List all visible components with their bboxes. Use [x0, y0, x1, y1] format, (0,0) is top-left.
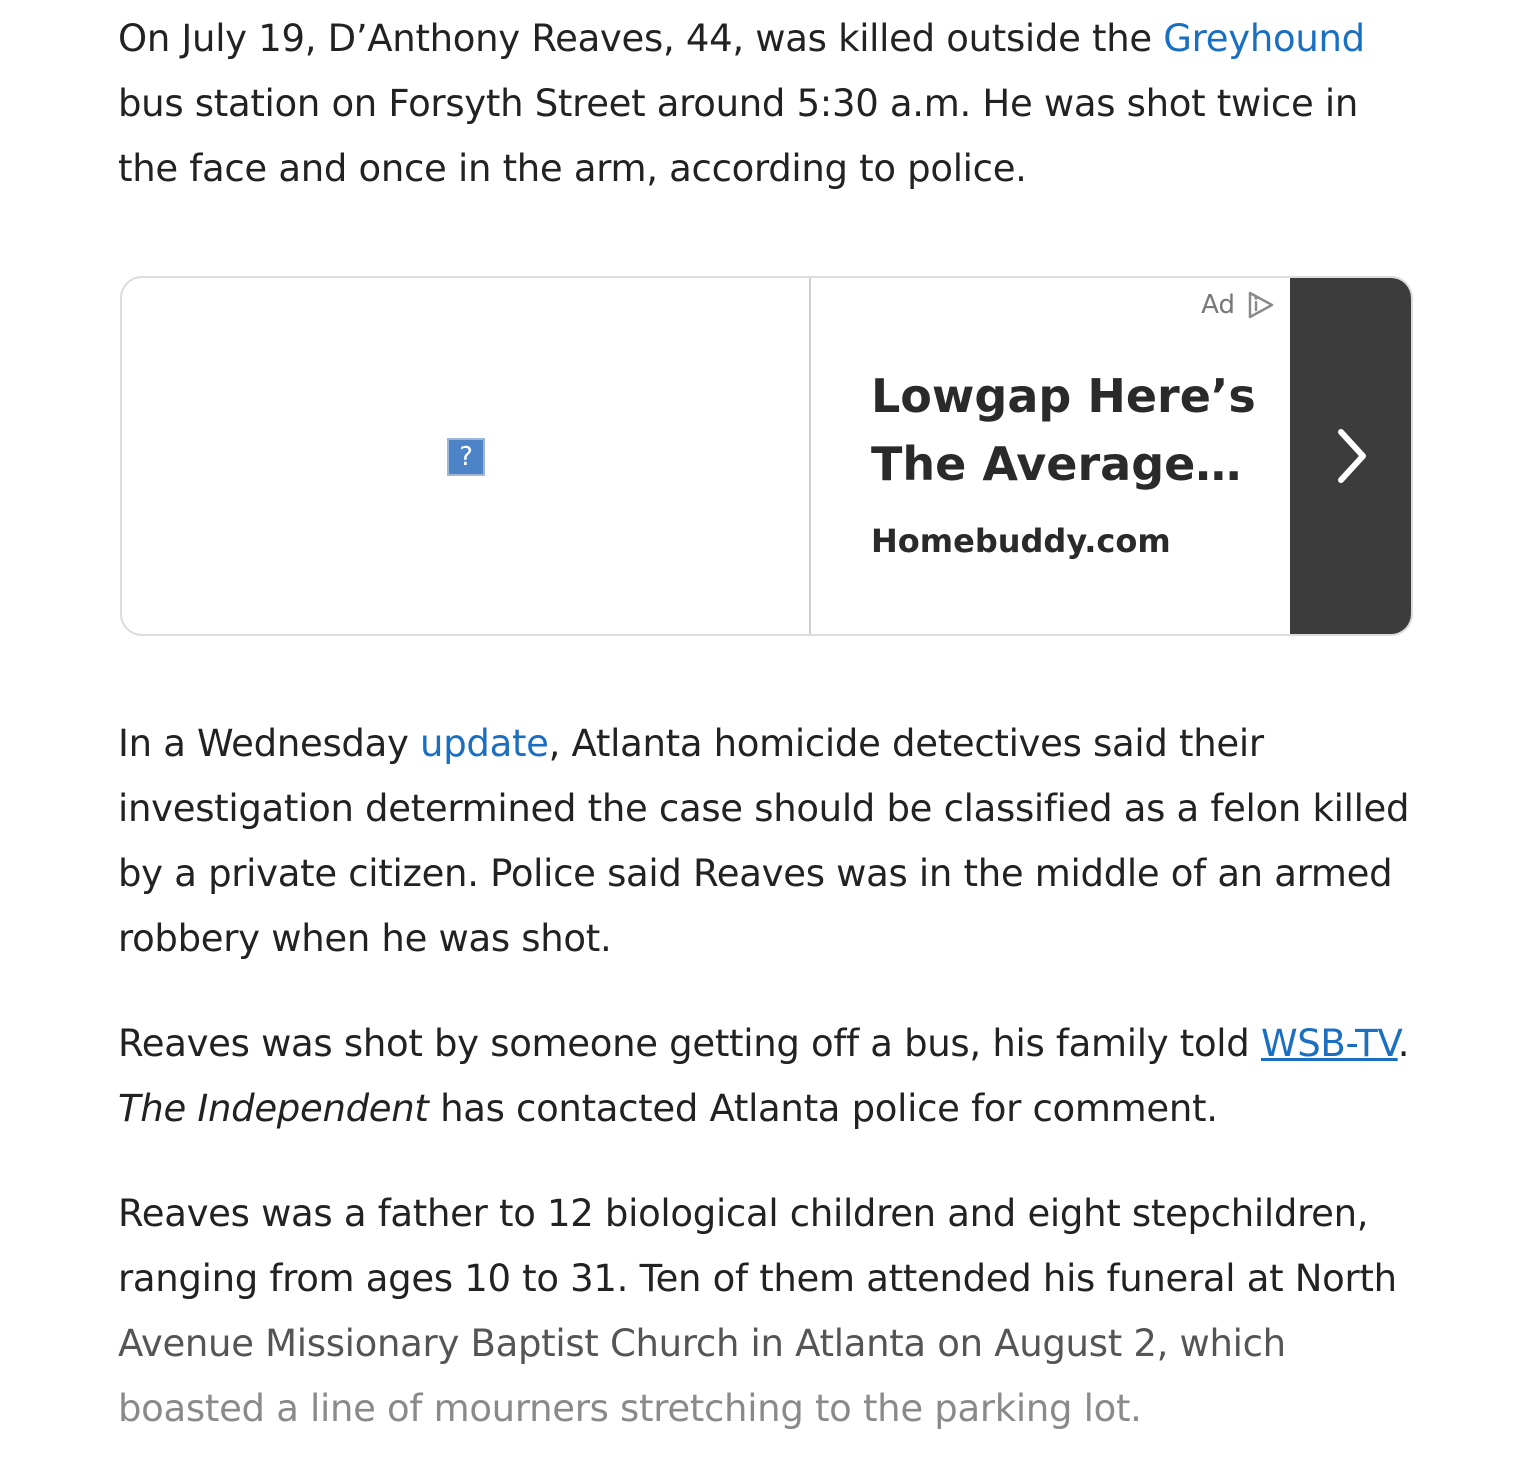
ad-label[interactable]	[1201, 290, 1275, 320]
paragraph-1-text-start: On July 19, D’Anthony Reaves, 44, was killed outside the	[118, 17, 1164, 60]
update-link[interactable]: update	[420, 722, 549, 765]
paragraph-2-text-start: In a Wednesday	[118, 722, 421, 765]
paragraph-4-line-3: Avenue Missionary Baptist Church in Atlanta on August 2, which	[118, 1322, 1286, 1365]
ad-next-button[interactable]	[1290, 278, 1411, 634]
publication-name: The Independent	[118, 1087, 429, 1130]
ad-headline[interactable]: Lowgap Here’s The Average…	[871, 369, 1256, 491]
paragraph-2	[118, 711, 1418, 971]
adchoices-icon[interactable]	[1245, 290, 1275, 320]
wsb-tv-link[interactable]: WSB-TV	[1260, 1022, 1398, 1065]
paragraph-1	[118, 6, 1418, 201]
paragraph-2-text-end: , Atlanta homicide detectives said their investigation determined the case should be classified as a felon killed by a private citizen. Police said Reaves was in the middle of an armed robbery when he was shot.	[118, 722, 1410, 960]
paragraph-4	[118, 1181, 1418, 1441]
broken-image-icon: ?	[447, 438, 485, 476]
paragraph-3-text-end: has contacted Atlanta police for comment.	[428, 1087, 1218, 1130]
paragraph-1-text-end: bus station on Forsyth Street around 5:30 a.m. He was shot twice in the face and once in the arm, according to police.	[118, 82, 1359, 190]
ad-card[interactable]	[120, 276, 1413, 636]
paragraph-3	[118, 1011, 1418, 1141]
ad-label-text: Ad	[1201, 290, 1235, 320]
greyhound-link[interactable]: Greyhound	[1163, 17, 1365, 60]
paragraph-3-text-start: Reaves was shot by someone getting off a bus, his family told	[118, 1022, 1261, 1065]
ad-source[interactable]: Homebuddy.com	[871, 522, 1171, 560]
paragraph-4-line-4: boasted a line of mourners stretching to the parking lot.	[118, 1387, 1142, 1430]
ad-content[interactable]	[811, 278, 1293, 634]
chevron-right-icon	[1331, 424, 1371, 488]
paragraph-4-line-1: Reaves was a father to 12 biological children and eight stepchildren,	[118, 1192, 1369, 1235]
paragraph-4-line-2: ranging from ages 10 to 31. Ten of them attended his funeral at North	[118, 1257, 1397, 1300]
paragraph-3-period: .	[1397, 1022, 1410, 1065]
ad-image[interactable]	[122, 278, 811, 634]
